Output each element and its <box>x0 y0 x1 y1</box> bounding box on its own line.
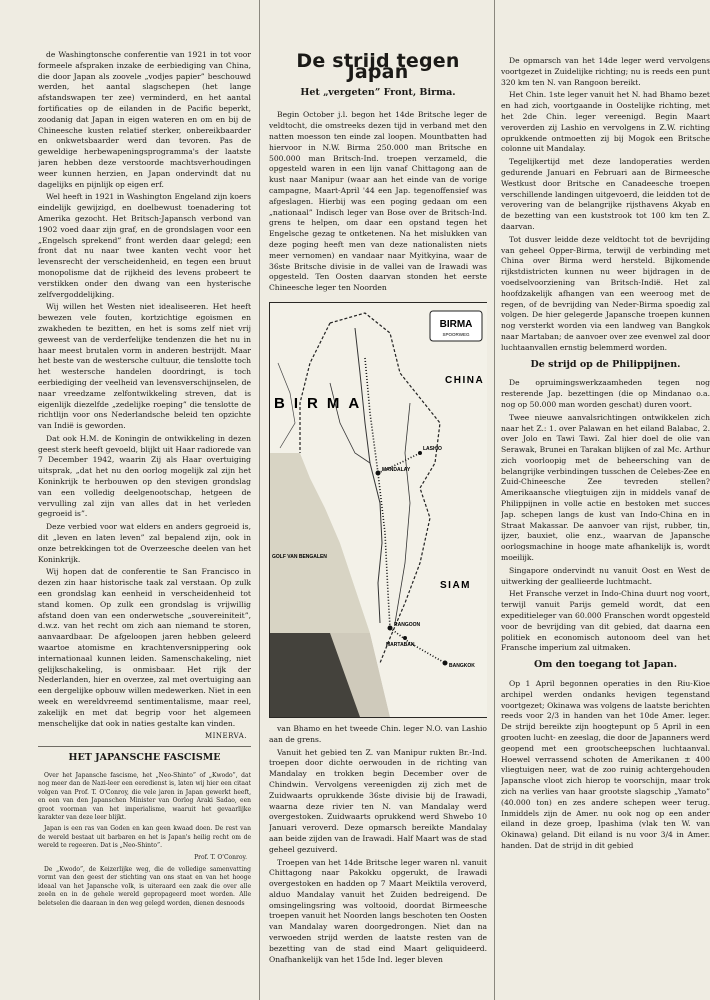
label-rangoon: RANGOON <box>394 621 421 628</box>
article-paragraph: De opruimingswerkzaamheden tegen nog resterende Jap. bezettingen (die op Mindanao o.a. nog op 50.000 man worden geschat) duren voort. <box>501 378 710 409</box>
label-china: CHINA <box>445 374 485 386</box>
right-column <box>501 0 710 1000</box>
article-paragraph: Singapore ondervindt nu vanuit Oost en West de uitwerking der geallieerde luchtmacht. <box>501 565 710 586</box>
label-lashio: LASHIO <box>423 445 442 452</box>
box-paragraph: Japan is een ras van Goden en kan geen kwaad doen. De rest van de wereld bestaat uit barbaren en het is Japan's heilig recht om de wereld te regeeren. Dat is „Neo-Shinto”. <box>38 825 251 850</box>
city-marker <box>376 470 381 475</box>
article-title: De strijd tegen Japan <box>296 50 460 83</box>
fascism-heading: HET JAPANSCHE FASCISME <box>68 752 221 764</box>
box-paragraph: Over het Japansche fascisme, het „Neo-Shinto” of „Kwodo”, dat nog meer dan de Nazi-leer een eeredienst is, laten wij hier een citaat volgen van Prof. T. O'Conroy, die vele jaren in Japan gewerkt heeft, en een van den Japanschen Minister van Oorlog Araki Sadao, een groot voorman van het imperialisme, waaruit het gevaarlijke karakter van deze leer blijkt. <box>38 772 251 822</box>
article-paragraph: Wel heeft in 1921 in Washington Engeland zijn koers eindelijk gewijzigd, en doelbewust toenadering tot Amerika gezocht. Het Britsch-Japansch verbond van 1902 voed daar zijn graf, en de grondslagen voor een „Engelsch sprekend” front werden daar gelegd; een front dat nu naar twee kanten vecht voor het levensrecht der verscheidenheid, en tegen een bruut monopolisme dat de rijkheid des levens probeert te verstikken onder den dwang van een hysterische zelfvergoddelijking. <box>38 192 251 299</box>
article-paragraph: De opmarsch van het 14de leger werd vervolgens voortgezet in Zuidelijke richting; nu is reeds een punt 320 km ten N. van Rangoon bereikt. <box>501 56 710 87</box>
label-martaban: MARTABAN <box>386 641 415 648</box>
fascism-box <box>38 772 251 908</box>
article-paragraph: Deze verbied voor wat elders en anders gegroeid is, dit „leven en laten leven” zal bepalend zijn, ook in onze betrekkingen tot de Overzeesche deelen van het Koninkrijk. <box>38 522 251 564</box>
box-paragraph: De „Kwodo”, de Keizerlijke weg, die de volledige samenvatting vormt van den geest der stichting van ons staat en van het hooge ideaal van het Japansche volk, is uiteraard een zaak die over alle zeeën en in de gehele wereld gepropageerd moet worden. Alle beletselen die daaraan in den weg gelegd worden, dienen desnoods <box>38 866 251 907</box>
article-paragraph: de Washingtonsche conferentie van 1921 in tot voor formeele afspraken inzake de eerbiediging van China, die door Japan als zoovele „vodjes papier” beschouwd werden, het aantal slagschepen (het lange afstandswapen ter zee) verminderd, en het aantal fortificaties op de eilanden in de Pacific beperkt, zoodanig dat Japan in eigen wateren en om en bij de Chineesche kusten relatief sterker, onbereikbaarder en onkwetsbaarder werd dan tevoren. Pas de geweldige herbewapeningsprogramma's der laatste jaren hebben deze verstoorde machtsverhoudingen weer kunnen herzien, en Japan ondervindt dat nu dagelijks en pijnlijk op eigen erf. <box>38 50 251 189</box>
article-paragraph: Troepen van het 14de Britsche leger waren nl. vanuit Chittagong naar Pakokku opgerukt, de Irawadi overgestoken en hadden op 7 Maart Meiktila veroverd, alduo Mandalay vanuit het Zuiden bedreigend. De omsingelingsring was voltooid, doordat Birmeesche troepen vanuit het Noorden langs beschoten ten Oosten van Mandalay waren doorgedrongen. Niet dan na verwoeden strijd werden de laatste resten van de bezetting van de stad eind Maart geliquideerd. Onafhankelijk van het 15de Ind. leger bleven <box>269 857 487 964</box>
article-paragraph: Op 1 April begonnen operaties in den Riu-Kioe archipel werden ondanks hevigen tegenstand voortgezet; Okinawa was volgens de laatste berichten reeds voor 2/3 in handen van het 10de Amer. leger. De strijd bereikte zijn hoogtepunt op 5 April in een grooten lucht- en zeeslag, die door de Japanners werd geopend met een grootscheepschen luchtaanval. Hoewel verrassend schoten de Amerikanen ± 400 vliegtuigen neer, wat de zoo ruinig achtergehouden Japansche vloot zich hierop te voorschijn, maar trok zich na verlies van haar grootste slagschip „Yamato” (40.000 ton) en zes andere schepen weer terug. Inmiddels zijn de Amer. nu ook nog op een ander eiland in deze groep, Ipashima (vlak ten W. van Okinawa) geland. Dit eiland is nu voor 3/4 in Amer. handen. Dat de strijd in dit gebied <box>501 679 710 850</box>
article-paragraph: van Bhamo en het tweede Chin. leger N.O. van Lashio aan de grens. <box>269 723 487 744</box>
city-marker <box>443 660 448 665</box>
label-birma: BIRMA <box>274 394 369 412</box>
box-signature: Prof. T. O'Conroy. <box>194 853 247 861</box>
article-paragraph: Vanuit het gebied ten Z. van Manipur rukten Br.-Ind. troepen door dichte oerwouden in de richting van Mandalay en trokken begin December over de Chindwin. Vervolgens vereenigden zij zich met de Zuidwaarts oprukkende 36ste divisie bij de Irawadi, waarna deze rivier ten N. van Mandalay werd overgestoken. Zuidwaarts oprukkend werd Shwebo 10 Januari veroverd. Deze opmarsch bereikte Mandalay aan beide zijden van de Irawadi. Half Maart was de stad geheel gezuiverd. <box>269 747 487 854</box>
label-bangkok: BANGKOK <box>449 662 475 669</box>
column-divider <box>259 0 260 1000</box>
divider-line <box>38 746 251 747</box>
japan-access-heading: Om den toegang tot Japan. <box>533 659 678 671</box>
legend-subtitle: SPOORWEG <box>442 331 470 337</box>
author-signature: MINERVA. <box>204 732 247 741</box>
label-mandalay: MANDALAY <box>382 466 411 473</box>
city-marker <box>403 636 407 640</box>
article-paragraph: Dat ook H.M. de Koningin de ontwikkeling in dezen geest sterk heeft gevoeld, blijkt uit Haar radiorede van 7 December 1942, waarin Zij als Haar overtuiging uitsprak, „dat het nu den oorlog mogelijk zal zijn het Koninkrijk te herbouwen op den stevigen grondslag van een volledig deelgenootschap, hetgeen de vervulling zal zijn van alles dat in het verleden gegroeid is”. <box>38 433 251 519</box>
article-paragraph: Het Fransche verzet in Indo-China duurt nog voort, terwijl vanuit Parijs gemeld wordt, dat een expeditieleger van 60.000 Franschen wordt opgesteld voor de bevrijding van dit gebied, dat daarna een politiek en economisch autonoom deel van het Fransche imperium zal uitmaken. <box>501 589 710 653</box>
left-column <box>38 0 251 1000</box>
article-subtitle: Het „vergeten” Front, Birma. <box>300 86 456 98</box>
birma-map <box>269 302 487 718</box>
article-paragraph: Begin October j.l. begon het 14de Britsche leger de veldtocht, die omstreeks dezen tijd in verband met den natten moesson ten einde zal loopen. Mountbatten had hiervoor in N.W. Birma 250.000 man Britsche en 500.000 man Britsch-Ind. troepen verzameld, die opgesteld waren in een lijn vanaf Chittagong aan de kust naar Manipur (waar aan het einde van de vorige campagne, Maart-April '44 een Jap. tegenoffensief was afgeslagen. Hierbij was een poging gedaan om een „nationaal” Indisch leger van Bose over de Britsch-Ind. grens te helpen, om daar een opstand tegen het Engelsche gezag te ontketenen. Na het mislukken van deze poging heeft men van deze nationalisten niets meer vernomen) en vandaar naar Myitkyina, waar de 36ste Britsche divisie in de vallei van de Irawadi was opgesteld. Ten Oosten daarvan stonden het eerste Chineesche leger ten Noorden <box>269 110 487 293</box>
article-paragraph: Tot dusver leidde deze veldtocht tot de bevrijding van geheel Opper-Birma, terwijl de verbinding met China over Birma werd hersteld. Bijkomende rijkstdistricten kunnen nu weer bijdragen in de voedselvoorziening van Britsch-Indië. Het zal hoofdzakelijk afhangen van een weeroog met de regen, of de bevrijding van Neder-Birma spoedig zal volgen. De hier gelegerde Japansche troepen kunnen nog versterkt worden via een landweg van Bangkok naar Martaban; de aanvoer over zee evenwel zal door luchtaanvallen ernstig belemmerd worden. <box>501 234 710 352</box>
city-marker <box>388 625 393 630</box>
article-paragraph: Wij hopen dat de conferentie te San Francisco in dezen zin haar historische taak zal verstaan. Op zulk een grondslag kan eenheid in verscheidenheid tot stand komen. Op zulk een grondslag is vrijwillig afstand doen van een onderwetsche „souvereiniteit”, d.w.z. van het recht om zich aan niemand te storen, aanvaardbaar. De afgeloopen jaren hebben geleerd waartoe atomisme en krachtenversnippering ook internationaal kunnen leiden. Samenschakeling, niet gelijkschakeling, is onmisbaar. Het rijk der Nederlanden, hier en overzee, zal met overtuiging aan een dergelijke opbouw willen medewerken. Niet in een week en wereldvreemd sentimentalisme, maar reel, zakelijk en met dat begrip voor het algemeen menschelijke dat ook in naties gestalte kan vinden. <box>38 567 251 728</box>
column-divider <box>494 0 495 1000</box>
article-paragraph: Twee nieuwe aanvalsrichtingen ontwikkelen zich naar het Z.: 1. over Palawan en het eiland Balabac, 2. over Jolo en Tawi Tawi. Zal hier doel de olie van Serawak, Brunei en Tarakan blijken of zal Mc. Arthur zich voorloopig met de beheersching van de belangrijke verbindingen tusschen de Celebes-Zee en Zuid-Chineesche Zee tevreden stellen? Amerikaansche vliegtuigen zijn in middels vanaf de Philippijnen in volle actie en bestoken met succes Jap. schepen langs de kust van Indo-China en in Straat Makassar. De aanvoer van rijst, rubber, tin, ijzer, bauxiet, olie enz., waarvan de Japansche oorlogsmachine in hooge mate afhankelijk is, wordt moeilijk. <box>501 412 710 563</box>
article-paragraph: Tegelijkertijd met deze landoperaties werden gedurende Januari en Februari aan de Birmeesche Westkust door Britsche en Canadeesche troepen verschillende landingen uitgevoerd, die leidden tot de verovering van de belangrijke rijsthavens Akyab en de bezetting van een kuststrook tot 100 km ten Z. daarvan. <box>501 157 710 231</box>
middle-column <box>269 0 487 1000</box>
legend-title: BIRMA <box>439 318 473 330</box>
article-paragraph: Wij willen het Westen niet idealiseeren. Het heeft bewezen vele fouten, kortzichtige egoismen en zwakheden te bezitten, en het is soms zelf niet vrij geweest van de verderfelijke tendenzen die het nu in haar meest brutalen vorm in anderen bestrijdt. Maar het beste van de westersche cultuur, die tenslotte toch het westersche handelen doordringt, is toch eerbiediging der veelheid van levensverschijnselen, de naar vreedzame zelfontwikkeling streven, dat is eigenlijk diezelfde „zedelijke roeping” die tenslotte de richtlijn voor ons Nederlandsche beleid ten opzichte van Indië is geworden. <box>38 302 251 431</box>
label-gulf: GOLF VAN BENGALEN <box>272 553 327 560</box>
label-siam: SIAM <box>440 579 471 591</box>
map-drawing <box>270 303 487 717</box>
city-marker <box>418 451 422 455</box>
philippines-heading: De strijd op de Philippijnen. <box>530 358 681 370</box>
article-paragraph: Het Chin. 1ste leger vanuit het N. had Bhamo bezet en had zich, voortgaande in Oostelijke richting, met het 2de Chin. leger vereenigd. Begin Maart veroverden zij Lashio en vervolgens in Z.W. richting oprukkende ontmoetten zij bij Mogok een Britsche colonne uit Mandalay. <box>501 90 710 154</box>
